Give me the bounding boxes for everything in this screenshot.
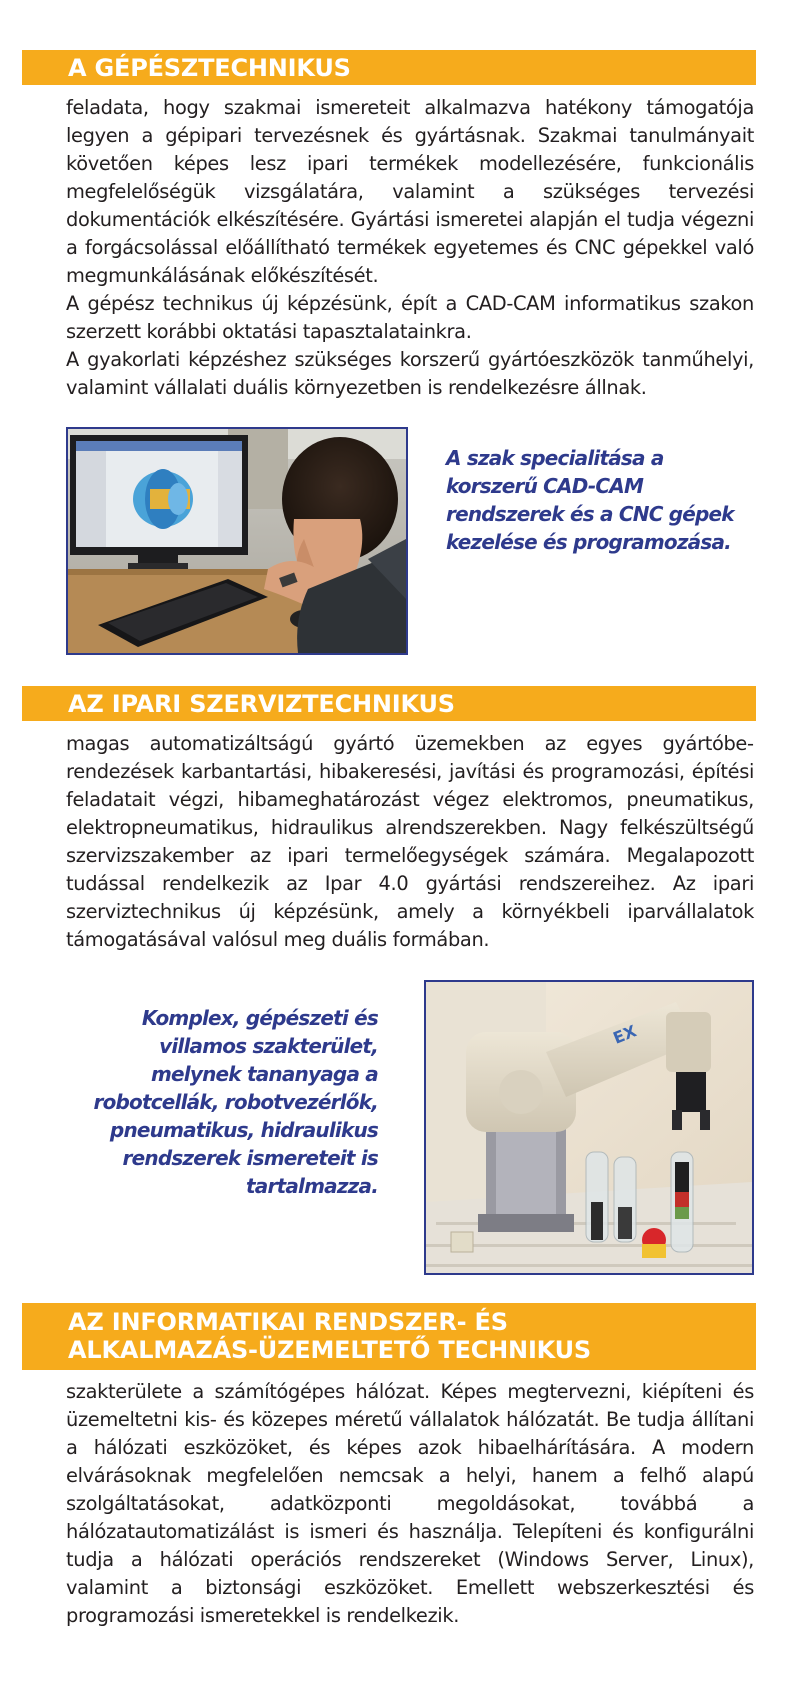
section-body-ipari-szerviztechnikus bbox=[66, 730, 754, 954]
caption-line: rendszerek ismereteit is bbox=[122, 1146, 378, 1170]
caption-line: korszerű CAD-CAM bbox=[446, 474, 644, 498]
section-body-informatikai-technikus bbox=[66, 1378, 754, 1630]
caption-line: kezelése és programozása. bbox=[446, 530, 731, 554]
section-body-gepesztechnikus bbox=[66, 94, 754, 402]
paragraph: magas automatizáltságú gyártó üzemekben az egyes gyártóberendezések karbantartási, hibakeresési, javítási és programozási, építési feladatait végzi, hibameghatározást végez elektromos, pneumatikus, elektropneumatikus, hidraulikus alrendszerekben. Nagy felkészültségű szervizszakember az ipari termelőegységek számára. Megalapozott tudással rendelkezik az Ipar 4.0 gyártási rendszereihez. Az ipari szerviztechnikus új képzésünk, amely a környékbeli iparvállalatok támogatásával valósul meg duális formában. bbox=[66, 732, 754, 951]
robot-arm-illustration bbox=[426, 982, 752, 1273]
caption-line: pneumatikus, hidraulikus bbox=[109, 1118, 378, 1142]
caption-cad-cam bbox=[446, 444, 734, 556]
section-heading-gepesztechnikus bbox=[22, 50, 756, 85]
photo-cad-student bbox=[66, 427, 408, 655]
paragraph: A gépész technikus új képzésünk, épít a CAD-CAM informatikus szakon szerzett korábbi oktatási tapasztalatainkra. bbox=[66, 292, 754, 343]
section-heading-ipari-szerviztechnikus bbox=[22, 686, 756, 721]
paragraph: feladata, hogy szakmai ismereteit alkalmazva hatékony támogatója legyen a gépipari tervezésnek és gyártásnak. Szakmai tanulmányait követően képes lesz ipari termékek modellezésére, funkcionális megfelelőségük vizsgálatára, valamint a szükséges tervezési dokumentációk elkészítésére. Gyártási ismeretei alapján el tudja végezni a forgácsolással előállítható termékek egyetemes és CNC gépekkel való megmunkálásának előkészítését. bbox=[66, 96, 754, 287]
heading-text: AZ IPARI SZERVIZTECHNIKUS bbox=[68, 690, 455, 718]
caption-line: rendszerek és a CNC gépek bbox=[446, 502, 734, 526]
caption-robotics bbox=[94, 1004, 379, 1200]
caption-line: Komplex, gépészeti és bbox=[141, 1006, 378, 1030]
photo-robot-arm bbox=[424, 980, 754, 1275]
caption-line: tartalmazza. bbox=[246, 1174, 378, 1198]
section-heading-informatikai-technikus bbox=[22, 1303, 756, 1370]
caption-line: robotcellák, robotvezérlők, bbox=[93, 1090, 378, 1114]
heading-line: ALKALMAZÁS-ÜZEMELTETŐ TECHNIKUS bbox=[68, 1336, 592, 1364]
heading-line: AZ INFORMATIKAI RENDSZER- ÉS bbox=[68, 1308, 508, 1336]
caption-line: melynek tananyaga a bbox=[151, 1062, 378, 1086]
paragraph: szakterülete a számítógépes hálózat. Képes megtervezni, kiépíteni és üzemeltetni kis- és közepes méretű vállalatok hálózatát. Be tudja állítani a hálózati eszközöket, és képes azok hibaelhárítására. A modern elvárásoknak megfelelően nemcsak a helyi, hanem a felhő alapú szolgáltatásokat, adatközponti megoldásokat, továbbá a hálózatautomatizálást is ismeri és használja. Telepíteni és konfigurálni tudja a hálózati operációs rendszereket (Windows Server, Linux), valamint a biztonsági eszközöket. Emellett webszerkesztési és programozási ismeretekkel is rendelkezik. bbox=[66, 1380, 754, 1627]
paragraph: A gyakorlati képzéshez szükséges korszerű gyártóeszközök tanműhelyi, valamint vállalati duális környezetben is rendelkezésre állnak. bbox=[66, 348, 754, 399]
student-at-computer-illustration bbox=[68, 429, 406, 653]
robot-brand-label: EX bbox=[610, 1021, 640, 1048]
caption-line: A szak specialitása a bbox=[446, 446, 664, 470]
heading-text: A GÉPÉSZTECHNIKUS bbox=[68, 54, 351, 82]
caption-line: villamos szakterület, bbox=[159, 1034, 378, 1058]
